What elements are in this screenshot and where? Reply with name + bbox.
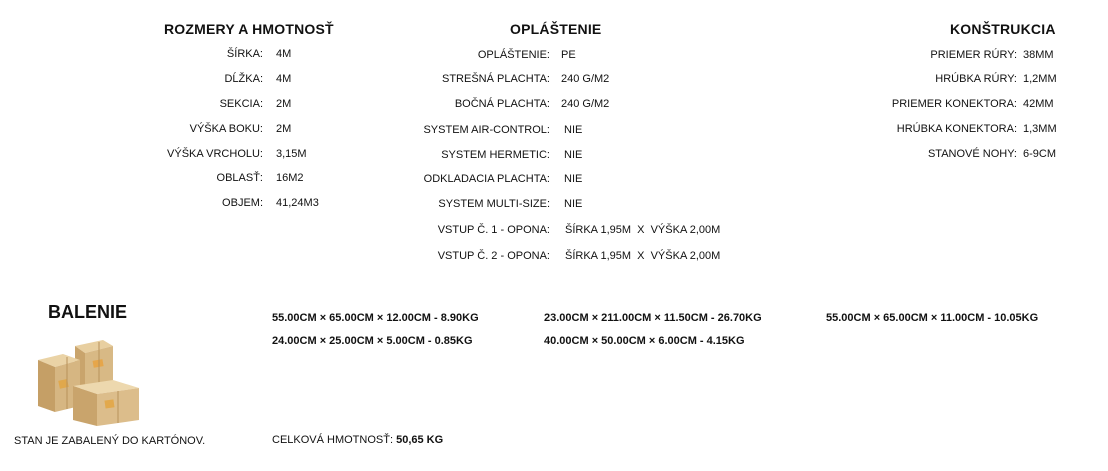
rozmery-label-oblast: OBLASŤ: bbox=[216, 172, 263, 184]
oplastenie-label-bocna-plachta: BOČNÁ PLACHTA: bbox=[454, 98, 550, 110]
oplastenie-label-stresna-plachta: STREŠNÁ PLACHTA: bbox=[442, 73, 550, 85]
rozmery-value-vyska-vrcholu: 3,15M bbox=[276, 148, 307, 160]
rozmery-value-sirka: 4M bbox=[276, 48, 292, 60]
rozmery-title: ROZMERY A HMOTNOSŤ bbox=[164, 21, 334, 37]
oplastenie-label-hermetic: SYSTEM HERMETIC: bbox=[441, 149, 550, 161]
balenie-note: STAN JE ZABALENÝ DO KARTÓNOV. bbox=[14, 435, 206, 447]
oplastenie-value-material: PE bbox=[561, 49, 576, 61]
konstrukcia-value-hrubka-rury: 1,2MM bbox=[1023, 73, 1057, 85]
balenie-title: BALENIE bbox=[48, 302, 128, 322]
package-item-4: 24.00CM × 25.00CM × 5.00CM - 0.85KG bbox=[272, 335, 473, 347]
oplastenie-label-multi-size: SYSTEM MULTI-SIZE: bbox=[438, 198, 550, 210]
konstrukcia-label-priemer-rury: PRIEMER RÚRY: bbox=[930, 49, 1017, 61]
oplastenie-value-bocna-plachta: 240 G/M2 bbox=[561, 98, 610, 110]
rozmery-value-sekcia: 2M bbox=[276, 98, 292, 110]
konstrukcia-value-priemer-konektora: 42MM bbox=[1023, 98, 1054, 110]
rozmery-value-dlzka: 4M bbox=[276, 73, 292, 85]
cardboard-boxes-icon bbox=[35, 336, 145, 428]
oplastenie-value-stresna-plachta: 240 G/M2 bbox=[561, 73, 610, 85]
oplastenie-value-odkladacia-plachta: NIE bbox=[564, 173, 583, 185]
oplastenie-label-odkladacia-plachta: ODKLADACIA PLACHTA: bbox=[423, 173, 550, 185]
oplastenie-value-vstup-1: ŠÍRKA 1,95M X VÝŠKA 2,00M bbox=[565, 224, 721, 236]
oplastenie-label-air-control: SYSTEM AIR-CONTROL: bbox=[423, 124, 550, 136]
rozmery-label-dlzka: DĹŽKA: bbox=[224, 73, 263, 85]
konstrukcia-value-hrubka-konektora: 1,3MM bbox=[1023, 123, 1057, 135]
rozmery-label-sekcia: SEKCIA: bbox=[219, 98, 263, 110]
oplastenie-value-air-control: NIE bbox=[564, 124, 583, 136]
rozmery-label-vyska-vrcholu: VÝŠKA VRCHOLU: bbox=[167, 148, 263, 160]
konstrukcia-value-stanove-nohy: 6-9CM bbox=[1023, 148, 1057, 160]
konstrukcia-label-hrubka-rury: HRÚBKA RÚRY: bbox=[935, 73, 1017, 85]
total-weight bbox=[272, 434, 443, 446]
package-item-5: 40.00CM × 50.00CM × 6.00CM - 4.15KG bbox=[544, 335, 745, 347]
rozmery-value-objem: 41,24M3 bbox=[276, 197, 319, 209]
rozmery-value-vyska-boku: 2M bbox=[276, 123, 292, 135]
oplastenie-title: OPLÁŠTENIE bbox=[510, 21, 602, 37]
konstrukcia-label-hrubka-konektora: HRÚBKA KONEKTORA: bbox=[896, 123, 1017, 135]
oplastenie-label-vstup-2: VSTUP Č. 2 - OPONA: bbox=[437, 250, 550, 262]
konstrukcia-value-priemer-rury: 38MM bbox=[1023, 49, 1054, 61]
rozmery-value-oblast: 16M2 bbox=[276, 172, 304, 184]
total-weight-label: CELKOVÁ HMOTNOSŤ: bbox=[272, 434, 394, 446]
konstrukcia-label-priemer-konektora: PRIEMER KONEKTORA: bbox=[891, 98, 1017, 110]
konstrukcia-title: KONŠTRUKCIA bbox=[950, 21, 1056, 37]
oplastenie-value-multi-size: NIE bbox=[564, 198, 583, 210]
oplastenie-label-vstup-1: VSTUP Č. 1 - OPONA: bbox=[437, 224, 550, 236]
rozmery-label-objem: OBJEM: bbox=[222, 197, 263, 209]
oplastenie-value-hermetic: NIE bbox=[564, 149, 583, 161]
oplastenie-label-material: OPLÁŠTENIE: bbox=[477, 49, 550, 61]
package-item-2: 23.00CM × 211.00CM × 11.50CM - 26.70KG bbox=[544, 312, 762, 324]
package-item-1: 55.00CM × 65.00CM × 12.00CM - 8.90KG bbox=[272, 312, 479, 324]
oplastenie-value-vstup-2: ŠÍRKA 1,95M X VÝŠKA 2,00M bbox=[565, 250, 721, 262]
total-weight-value: 50,65 KG bbox=[396, 434, 444, 446]
package-item-3: 55.00CM × 65.00CM × 11.00CM - 10.05KG bbox=[826, 312, 1039, 324]
rozmery-label-vyska-boku: VÝŠKA BOKU: bbox=[189, 123, 263, 135]
rozmery-label-sirka: ŠÍRKA: bbox=[226, 48, 263, 60]
konstrukcia-label-stanove-nohy: STANOVÉ NOHY: bbox=[927, 148, 1017, 160]
